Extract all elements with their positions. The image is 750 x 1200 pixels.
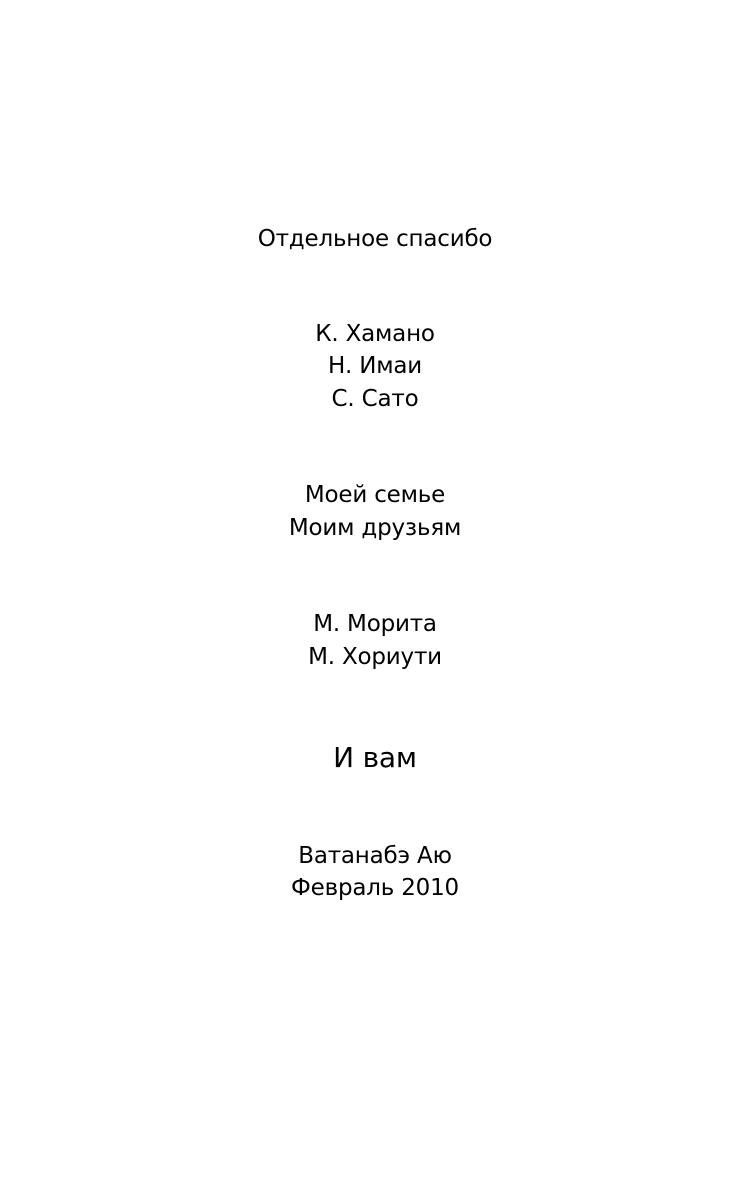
- thanks-name-morita: М. Морита: [313, 611, 437, 637]
- thanks-name-hamano: К. Хамано: [315, 321, 435, 347]
- thanks-name-horiuti: М. Хориути: [308, 644, 442, 670]
- thanks-name-imai: Н. Имаи: [327, 353, 423, 379]
- signature-date: Февраль 2010: [291, 875, 459, 901]
- closing-line: И вам: [333, 741, 417, 774]
- thanks-friends: Моим друзьям: [288, 515, 462, 541]
- page-heading: Отдельное спасибо: [257, 226, 493, 252]
- signature-author: Ватанабэ Аю: [298, 843, 452, 869]
- thanks-name-sato: С. Сато: [331, 386, 419, 412]
- thanks-family: Моей семье: [304, 482, 446, 508]
